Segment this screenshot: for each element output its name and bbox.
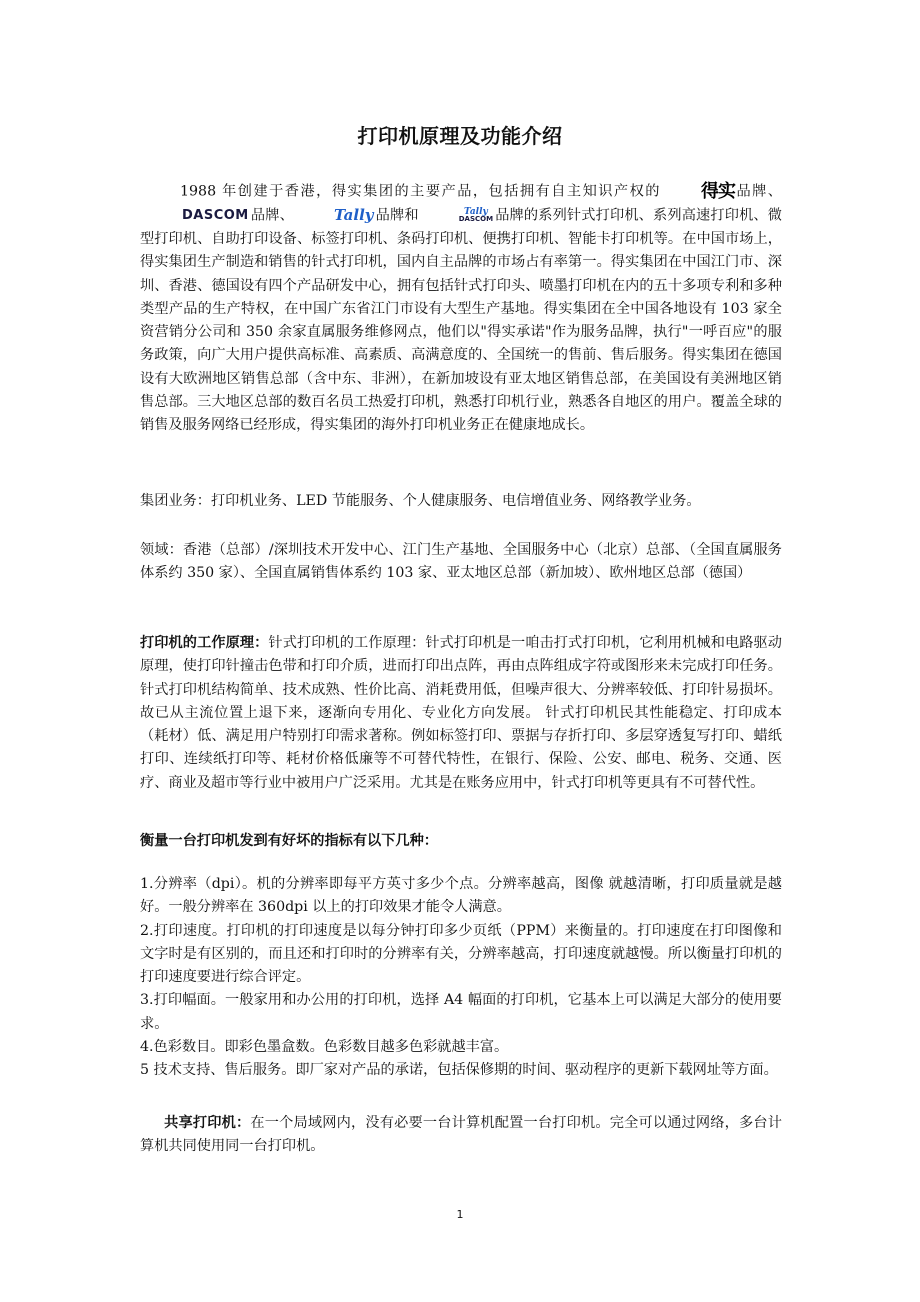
metric-item-resolution: 1.分辨率（dpi）。机的分辨率即每平方英寸多少个点。分辨率越高，图像 就越清晰，打印质量就是越好。一般分辨率在 360dpi 以上的打印效果才能令人满意。 (140, 876, 782, 916)
principle-body: 针式打印机的工作原理：针式打印机是一咱击打式打印机，它利用机械和电路驱动原理，使打印针撞击色带和打印介质，进而打印出点阵，再由点阵组成字符或图形来未完成打印任务。针式打印机结构简单、技术成熟、性价比高、消耗费用低，但噪声很大、分辨率较低、打印针易损坏。故已从主流位置上退下来，逐渐向专用化、专业化方向发展。 针式打印机民其性能稳定、打印成本（耗材）低、满足用户特别打印需求著称。例如标签打印、票据与存折打印、多层穿透复写打印、蜡纸打印、连续纸打印等、耗材价格低廉等不可替代特性，在银行、保险、公安、邮电、税务、交通、医疗、商业及超市等行业中被用户广泛采用。尤其是在账务应用中，针式打印机等更具有不可替代性。 (140, 635, 782, 791)
tally-dascom-logo (419, 206, 494, 223)
tally-dascom-logo-top: Tally (464, 206, 488, 217)
intro-text-1: 1988 年创建于香港，得实集团的主要产品，包括拥有自主知识产权的 (180, 183, 661, 200)
metric-item-speed: 2.打印速度。打印机的打印速度是以每分钟打印多少页纸（PPM）来衡量的。打印速度在打印图像和文字时是有区别的，而且还和打印时的分辨率有关，分辨率越高，打印速度就越慢。所以衡量打印机的打印速度要进行综合评定。 (140, 922, 782, 986)
business-paragraph: 集团业务：打印机业务、LED 节能服务、个人健康服务、电信增值业务、网络教学业务。 (140, 493, 701, 509)
shared-paragraph (140, 1112, 782, 1159)
principle-paragraph (140, 632, 782, 795)
deshi-logo: 得实 (700, 181, 735, 202)
metrics-heading: 衡量一台打印机发到有好坏的指标有以下几种： (140, 833, 438, 849)
dascom-logo: DASCOM (182, 207, 249, 223)
tally-dascom-logo-bottom: DASCOM (458, 214, 494, 223)
metrics-list (140, 873, 782, 1083)
intro-text-2: 品牌、 (734, 183, 782, 200)
metric-item-color: 4.色彩数目。即彩色墨盒数。色彩数目越多色彩就越丰富。 (140, 1039, 509, 1056)
metric-item-format: 3.打印幅面。一般家用和办公用的打印机，选择 A4 幅面的打印机，它基本上可以满足大部分的使用要求。 (140, 992, 782, 1032)
page-title: 打印机原理及功能介绍 (357, 124, 563, 148)
intro-text-4: 品牌和 (375, 207, 419, 224)
shared-body: 在一个局域网内，没有必要一台计算机配置一台打印机。完全可以通过网络，多台计算机共同使用同一台打印机。 (140, 1115, 782, 1155)
metric-item-support: 5 技术支持、售后服务。即厂家对产品的承诺，包括保修期的时间、驱动程序的更新下载网址等方面。 (140, 1062, 778, 1079)
tally-logo: Tally (333, 205, 374, 224)
intro-text-5: 品牌的系列针式打印机、系列高速打印机、微型打印机、自助打印设备、标签打印机、条码打印机、便携打印机、智能卡打印机等。在中国市场上，得实集团生产制造和销售的针式打印机，国内自主品牌的市场占有率第一。得实集团在中国江门市、深圳、香港、德国设有四个产品研发中心，拥有包括针式打印头、喷墨打印机在内的五十多项专利和多种类型产品的生产特权，在中国广东省江门市设有大型生产基地。得实集团在全中国各地设有 103 家全资营销分公司和 350 余家直属服务维修网点，他们以"得实承诺"作为服务品牌，执行"一呼百应"的服务政策，向广大用户提供高标准、高素质、高满意度的、全国统一的售前、售后服务。得实集团在德国设有大欧洲地区销售总部（含中东、非洲），在新加坡设有亚太地区销售总部，在美国设有美洲地区销售总部。三大地区总部的数百名员工热爱打印机，熟悉打印机行业，熟悉各自地区的用户。覆盖全球的销售及服务网络已经形成，得实集团的海外打印机业务正在健康地成长。 (140, 207, 782, 434)
domain-paragraph: 领域：香港（总部）/深圳技术开发中心、江门生产基地、全国服务中心（北京）总部、（全国直属服务体系约 350 家）、全国直属销售体系约 103 家、亚太地区总部（新加坡）、欧州地区总部（德国） (140, 542, 782, 582)
intro-text-3: 品牌、 (250, 207, 294, 224)
intro-paragraph (140, 180, 782, 438)
page-number: 1 (456, 1208, 464, 1221)
principle-heading: 打印机的工作原理： (140, 635, 269, 651)
shared-heading: 共享打印机： (164, 1115, 251, 1131)
